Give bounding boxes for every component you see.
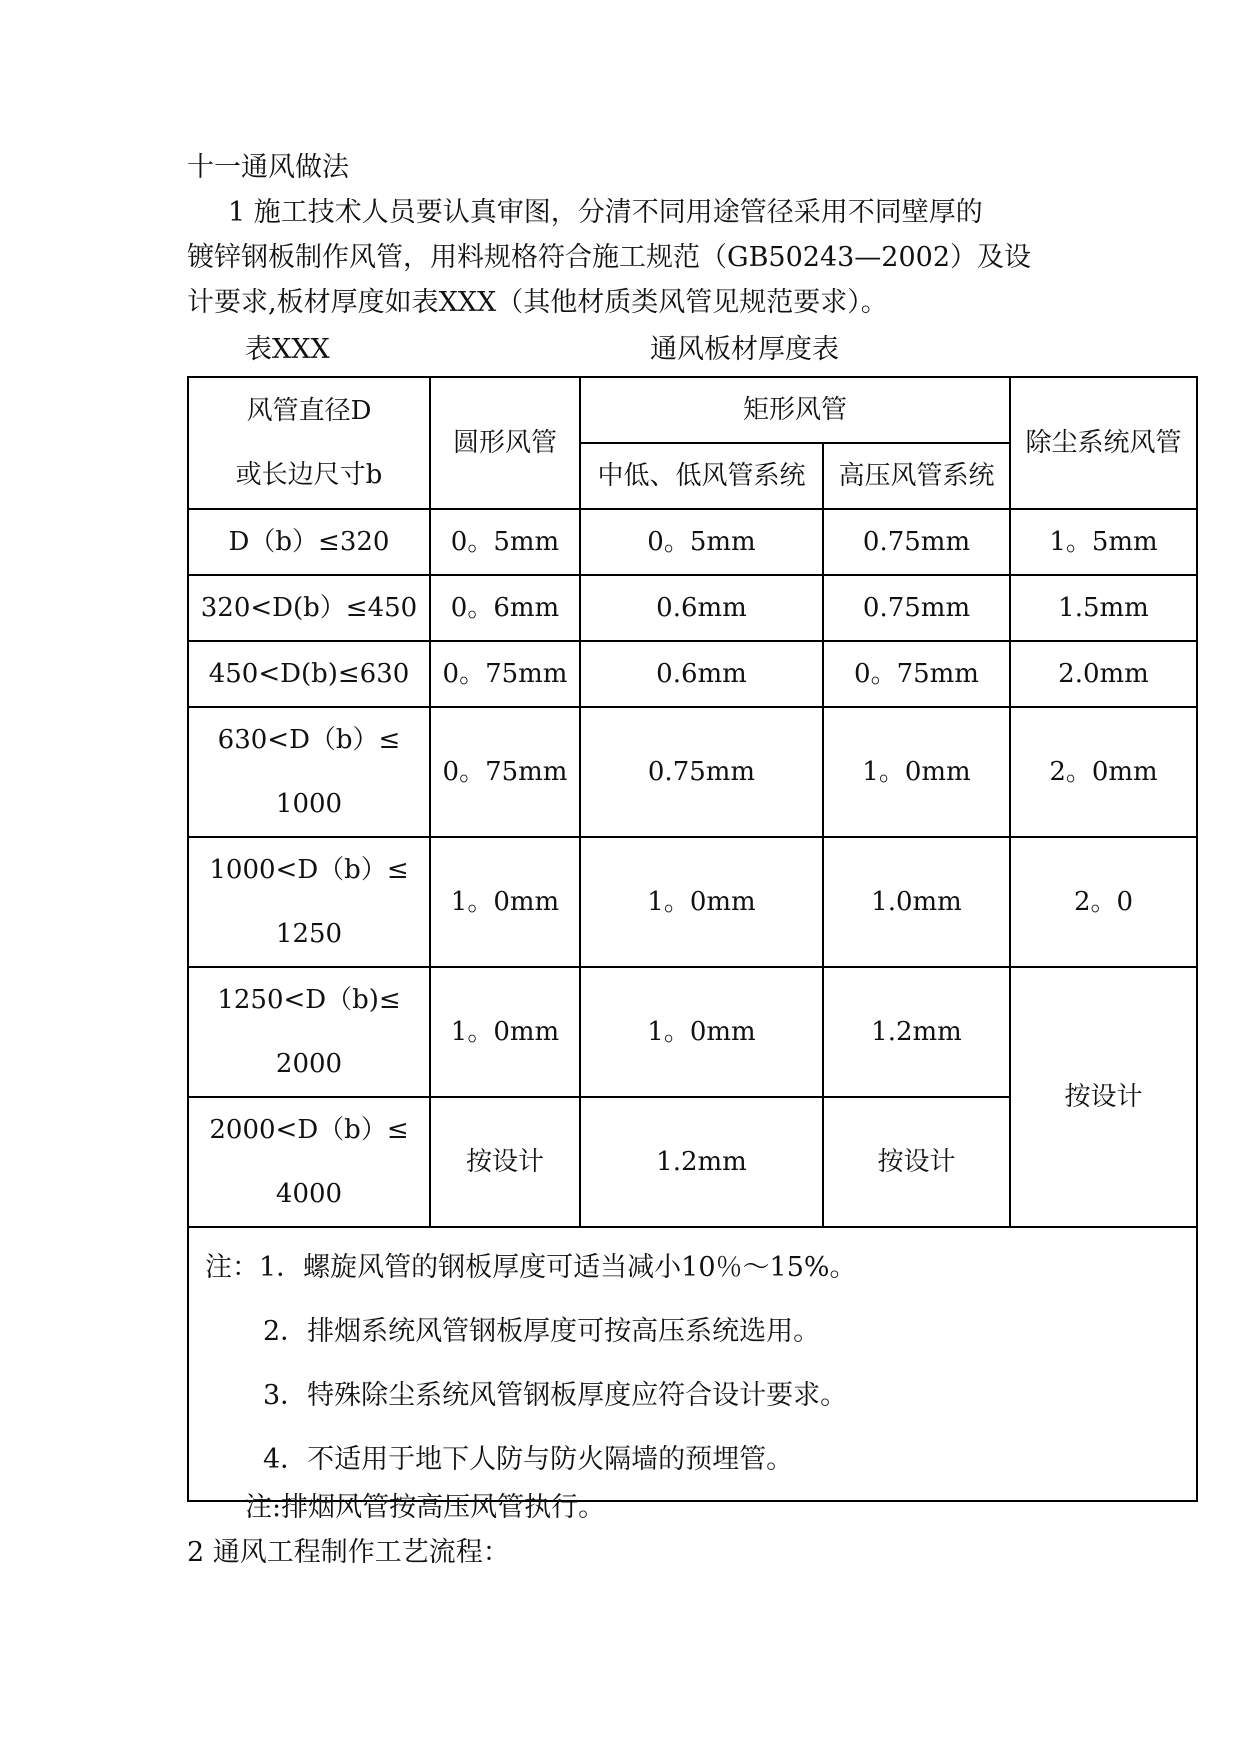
cell-size [188,1097,430,1227]
cell-size-line2: 2000 [275,1049,343,1079]
header-round: 圆形风管 [430,377,580,509]
cell-high: 1。0mm [823,707,1010,837]
cell-round: 1。0mm [430,837,580,967]
cell-round: 0。6mm [430,575,580,641]
cell-round: 0。5mm [430,509,580,575]
cell-low: 0.6mm [580,575,823,641]
table-row [188,967,1197,1097]
header-size-line1: 风管直径D [246,396,372,426]
cell-size-line2: 1000 [275,789,343,819]
cell-high: 0.75mm [823,575,1010,641]
table-label: 表XXX [245,334,330,365]
table-title: 通风板材厚度表 [650,334,839,365]
cell-size: D（b）≤320 [188,509,430,575]
cell-size [188,837,430,967]
cell-high: 0.75mm [823,509,1010,575]
cell-size-line1: 2000<D（b）≤ [209,1115,409,1145]
table-row [188,837,1197,967]
cell-size-line1: 1000<D（b）≤ [209,855,409,885]
header-size-line2: 或长边尺寸b [235,460,383,490]
cell-round: 1。0mm [430,967,580,1097]
cell-dust: 2。0mm [1010,707,1197,837]
cell-dust: 按设计 [1010,967,1197,1227]
note-3: 3．特殊除尘系统风管钢板厚度应符合设计要求。 [263,1380,848,1411]
table-row [188,509,1197,575]
cell-low: 0。5mm [580,509,823,575]
thickness-table [187,376,1198,1502]
cell-dust: 1.5mm [1010,575,1197,641]
paragraph-line-2: 镀锌钢板制作风管，用料规格符合施工规范（GB50243—2002）及设 [187,242,1032,273]
cell-high: 0。75mm [823,641,1010,707]
table-notes-row [188,1227,1197,1501]
cell-size [188,707,430,837]
cell-low: 1.2mm [580,1097,823,1227]
cell-round: 0。75mm [430,707,580,837]
cell-size-line1: 630<D（b）≤ [217,725,401,755]
paragraph-line-1: 1 施工技术人员要认真审图，分清不同用途管径采用不同壁厚的 [228,197,983,228]
note-2: 2．排烟系统风管钢板厚度可按高压系统选用。 [263,1316,821,1347]
section2-title: 2 通风工程制作工艺流程： [187,1537,510,1568]
cell-round: 0。75mm [430,641,580,707]
cell-low: 0.6mm [580,641,823,707]
note-1: 注：1．螺旋风管的钢板厚度可适当减小10％～15%。 [205,1252,857,1283]
header-rect-low: 中低、低风管系统 [580,443,823,509]
table-row [188,575,1197,641]
cell-low: 1。0mm [580,967,823,1097]
table-row [188,707,1197,837]
cell-size: 320<D(b）≤450 [188,575,430,641]
cell-high: 1.2mm [823,967,1010,1097]
paragraph-line-3: 计要求,板材厚度如表XXX（其他材质类风管见规范要求）。 [187,287,888,318]
table-row [188,641,1197,707]
cell-high: 1.0mm [823,837,1010,967]
note-after-table: 注:排烟风管按高压风管执行。 [245,1492,606,1523]
cell-size [188,967,430,1097]
header-size [188,377,430,509]
cell-round: 按设计 [430,1097,580,1227]
cell-high: 按设计 [823,1097,1010,1227]
cell-low: 0.75mm [580,707,823,837]
table-notes [188,1227,1197,1501]
cell-size-line2: 4000 [275,1179,343,1209]
cell-size-line2: 1250 [275,919,343,949]
cell-dust: 1。5mm [1010,509,1197,575]
cell-dust: 2.0mm [1010,641,1197,707]
section-title: 十一通风做法 [187,152,349,183]
header-dust: 除尘系统风管 [1010,377,1197,509]
header-rect-high: 高压风管系统 [823,443,1010,509]
cell-dust: 2。0 [1010,837,1197,967]
cell-low: 1。0mm [580,837,823,967]
header-rect: 矩形风管 [580,377,1010,443]
cell-size-line1: 1250<D（b)≤ [217,985,401,1015]
note-4: 4．不适用于地下人防与防火隔墙的预埋管。 [263,1444,794,1475]
cell-size: 450<D(b)≤630 [188,641,430,707]
